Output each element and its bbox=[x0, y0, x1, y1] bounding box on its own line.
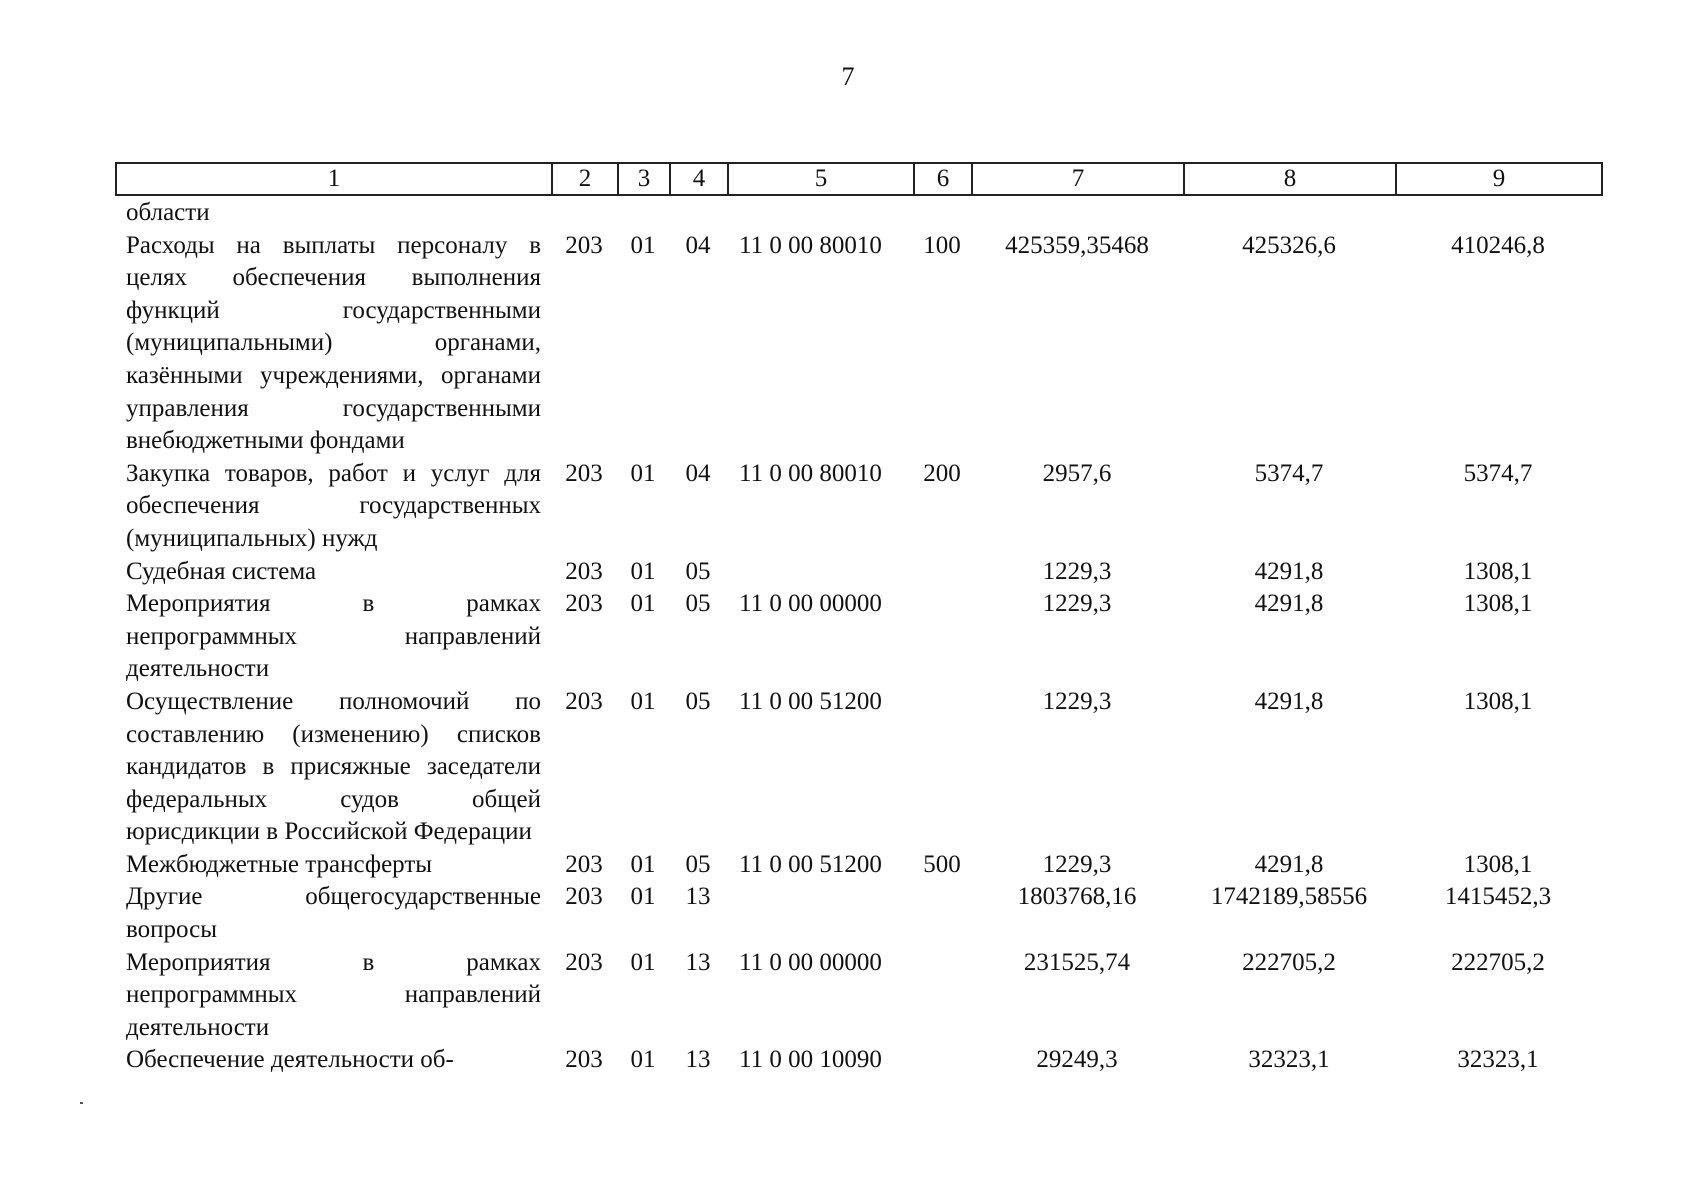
code-subsection: 04 bbox=[685, 231, 711, 259]
amount-col7: 29249,3 bbox=[1036, 1046, 1118, 1074]
amount-col9: 1308,1 bbox=[1463, 687, 1533, 715]
scan-speck bbox=[80, 1102, 83, 1104]
row-name: Мероприятия в рамках непрограммных направлений деятельности bbox=[126, 948, 541, 1041]
code-subsection: 05 bbox=[685, 590, 711, 618]
code-section: 01 bbox=[630, 948, 656, 976]
amount-col7: 231525,74 bbox=[1023, 948, 1131, 976]
code-admin: 203 bbox=[565, 883, 603, 911]
amount-col8: 4291,8 bbox=[1254, 557, 1324, 585]
amount-col7: 1803768,16 bbox=[1017, 883, 1137, 911]
table-row bbox=[115, 556, 1601, 589]
code-subsection bbox=[669, 197, 727, 230]
column-header-3: 3 bbox=[618, 163, 670, 195]
code-expense-type bbox=[913, 588, 971, 686]
row-name: Осуществление полномочий по составлению (изменению) списков кандидатов в присяжные заседатели федеральных судов общей юрисдикции в Российской Федерации bbox=[126, 687, 541, 846]
code-expense-type bbox=[913, 1044, 971, 1077]
amount-col9: 5374,7 bbox=[1463, 459, 1533, 487]
code-admin bbox=[551, 197, 617, 230]
row-name: Другие общегосударственные вопросы bbox=[126, 883, 541, 944]
amount-col9: 1415452,3 bbox=[1444, 883, 1552, 911]
table-row bbox=[115, 230, 1601, 458]
code-target: 11 0 00 00000 bbox=[739, 948, 882, 976]
code-section: 01 bbox=[630, 459, 656, 487]
code-section: 01 bbox=[630, 850, 656, 878]
table-row bbox=[115, 686, 1601, 849]
amount-col8: 1742189,58556 bbox=[1210, 883, 1368, 911]
code-expense-type bbox=[913, 686, 971, 849]
code-target: 11 0 00 51200 bbox=[739, 850, 882, 878]
code-section: 01 bbox=[630, 231, 656, 259]
code-subsection: 04 bbox=[685, 459, 711, 487]
amount-col8: 222705,2 bbox=[1242, 948, 1336, 976]
code-expense-type: 200 bbox=[923, 459, 961, 487]
code-expense-type bbox=[913, 947, 971, 1045]
amount-col8: 4291,8 bbox=[1254, 590, 1324, 618]
code-target bbox=[727, 556, 913, 589]
table-row bbox=[115, 849, 1601, 882]
column-header-9: 9 bbox=[1396, 163, 1602, 195]
amount-col8: 4291,8 bbox=[1254, 850, 1324, 878]
table-row bbox=[115, 458, 1601, 556]
amount-col7 bbox=[971, 197, 1183, 230]
table-row bbox=[115, 588, 1601, 686]
code-subsection: 13 bbox=[685, 883, 711, 911]
code-target: 11 0 00 80010 bbox=[739, 459, 882, 487]
code-admin: 203 bbox=[565, 850, 603, 878]
amount-col8: 5374,7 bbox=[1254, 459, 1324, 487]
column-header-6: 6 bbox=[914, 163, 972, 195]
code-expense-type: 100 bbox=[923, 231, 961, 259]
code-admin: 203 bbox=[565, 1046, 603, 1074]
table-row bbox=[115, 197, 1601, 230]
code-admin: 203 bbox=[565, 231, 603, 259]
column-header-7: 7 bbox=[972, 163, 1184, 195]
amount-col7: 1229,3 bbox=[1042, 687, 1112, 715]
row-name: Расходы на выплаты персоналу в целях обеспечения выполнения функций государственными (муниципальными) органами, казёнными учреждениями, органами управления государственными внебюджетными фондами bbox=[126, 231, 541, 455]
code-admin: 203 bbox=[565, 557, 603, 585]
amount-col7: 1229,3 bbox=[1042, 850, 1112, 878]
row-name: Закупка товаров, работ и услуг для обеспечения государственных (муниципальных) нужд bbox=[126, 459, 541, 552]
row-name: Межбюджетные трансферты bbox=[126, 850, 433, 878]
row-name: Мероприятия в рамках непрограммных направлений деятельности bbox=[126, 590, 541, 683]
code-section bbox=[617, 197, 669, 230]
column-header-1: 1 bbox=[116, 163, 552, 195]
code-target bbox=[727, 881, 913, 946]
code-target: 11 0 00 51200 bbox=[739, 687, 882, 715]
column-number-header bbox=[115, 162, 1603, 196]
column-header-5: 5 bbox=[728, 163, 914, 195]
code-expense-type bbox=[913, 197, 971, 230]
code-subsection: 05 bbox=[685, 687, 711, 715]
page-number: 7 bbox=[841, 62, 855, 91]
amount-col8 bbox=[1183, 197, 1395, 230]
code-expense-type: 500 bbox=[923, 850, 961, 878]
code-expense-type bbox=[913, 556, 971, 589]
amount-col9: 1308,1 bbox=[1463, 590, 1533, 618]
code-subsection: 13 bbox=[685, 948, 711, 976]
amount-col7: 2957,6 bbox=[1042, 459, 1112, 487]
amount-col9: 410246,8 bbox=[1451, 231, 1545, 259]
code-subsection: 05 bbox=[685, 557, 711, 585]
table-row bbox=[115, 1044, 1601, 1077]
code-subsection: 13 bbox=[685, 1046, 711, 1074]
code-admin: 203 bbox=[565, 948, 603, 976]
row-name: области bbox=[126, 199, 210, 226]
amount-col9: 32323,1 bbox=[1457, 1046, 1539, 1074]
code-section: 01 bbox=[630, 883, 656, 911]
row-name: Судебная система bbox=[126, 557, 317, 585]
row-name: Обеспечение деятельности об- bbox=[126, 1046, 454, 1074]
column-header-2: 2 bbox=[552, 163, 618, 195]
code-target: 11 0 00 00000 bbox=[739, 590, 882, 618]
amount-col9: 1308,1 bbox=[1463, 850, 1533, 878]
code-admin: 203 bbox=[565, 459, 603, 487]
amount-col9: 222705,2 bbox=[1451, 948, 1545, 976]
code-section: 01 bbox=[630, 590, 656, 618]
budget-table bbox=[115, 197, 1601, 1077]
code-expense-type bbox=[913, 881, 971, 946]
amount-col7: 1229,3 bbox=[1042, 557, 1112, 585]
amount-col7: 1229,3 bbox=[1042, 590, 1112, 618]
code-target bbox=[727, 197, 913, 230]
amount-col7: 425359,35468 bbox=[1005, 231, 1149, 259]
code-admin: 203 bbox=[565, 687, 603, 715]
amount-col9 bbox=[1395, 197, 1601, 230]
code-subsection: 05 bbox=[685, 850, 711, 878]
amount-col8: 425326,6 bbox=[1242, 231, 1336, 259]
column-header-4: 4 bbox=[670, 163, 728, 195]
code-section: 01 bbox=[630, 1046, 656, 1074]
amount-col8: 32323,1 bbox=[1248, 1046, 1330, 1074]
table-row bbox=[115, 947, 1601, 1045]
amount-col9: 1308,1 bbox=[1463, 557, 1533, 585]
amount-col8: 4291,8 bbox=[1254, 687, 1324, 715]
code-section: 01 bbox=[630, 557, 656, 585]
code-section: 01 bbox=[630, 687, 656, 715]
table-row bbox=[115, 881, 1601, 946]
code-admin: 203 bbox=[565, 590, 603, 618]
column-header-8: 8 bbox=[1184, 163, 1396, 195]
code-target: 11 0 00 80010 bbox=[739, 231, 882, 259]
code-target: 11 0 00 10090 bbox=[739, 1046, 882, 1074]
